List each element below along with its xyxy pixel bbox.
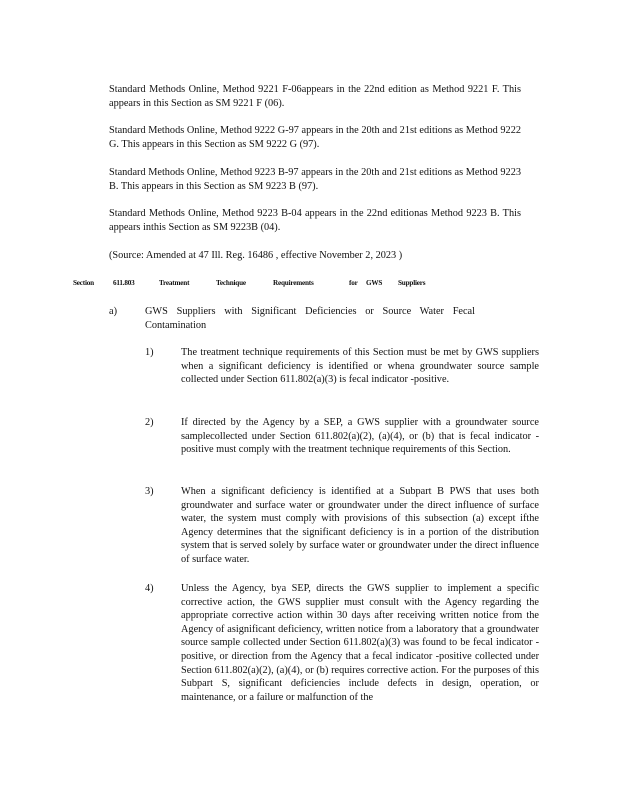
section-title-word: Technique [216,279,246,287]
section-label: Section [73,279,94,287]
section-title-word: Requirements [273,279,314,287]
subsection-label: a) [109,306,117,317]
item-text: Unless the Agency, bya SEP, directs the GWS supplier to implement a specific corrective action, the GWS supplier must consult with the Agency regarding the appropriate corrective action within 30 days after receiving written notice from the Agency of asignificant deficiency, written notice from a laboratory that a groundwater source sample collected under Section 611.802(a)(3) was found to be fecal indicator -positive, or direction from the Agency that a fecal indicator -positive collected under Section 611.802(a)(2), (a)(4), or (b) requires corrective action. For the purposes of this Subpart S, significant deficiencies include defects in design, operation, or maintenance, or a failure or malfunction of the [181,583,539,703]
section-title-word: Suppliers [398,279,426,287]
item-text: The treatment technique requirements of this Section must be met by GWS suppliers when a significant deficiency is identified or whena groundwater source sample collected under Section 611.802(a)(3) is fecal indicator -positive. [181,347,539,386]
section-title-word: for [349,279,358,287]
reference-paragraph: Standard Methods Online, Method 9223 B-97 appears in the 20th and 21st editions as Method 9223 B. This appears in this Section as SM 9223 B (97). [109,167,521,192]
item-text: When a significant deficiency is identified at a Subpart B PWS that uses both groundwater and surface water or groundwater under the direct influence of surface water, the system must comply with provisions of this subsection (a) except ifthe Agency determines that the significant deficiency is in a portion of the distribution system that is served solely by surface water or groundwater under the direct influence of surface water. [181,486,539,565]
section-title-word: GWS [366,279,383,287]
item-label: 4) [145,583,154,594]
item-label: 1) [145,347,154,358]
source-note: (Source: Amended at 47 Ill. Reg. 16486 , effective November 2, 2023 ) [109,250,403,261]
subsection-title: GWS Suppliers with Significant Deficiencies or Source Water Fecal Contamination [145,306,475,331]
item-text: If directed by the Agency by a SEP, a GWS supplier with a groundwater source samplecollected under Section 611.802(a)(2), (a)(4), or (b) that is fecal indicator -positive must comply with the treatment technique requirements of this Section. [181,417,539,456]
section-number: 611.803 [113,279,135,287]
reference-paragraph: Standard Methods Online, Method 9221 F-06appears in the 22nd edition as Method 9221 F. This appears in this Section as SM 9221 F (06). [109,84,521,109]
item-label: 2) [145,417,154,428]
item-label: 3) [145,486,154,497]
reference-paragraph: Standard Methods Online, Method 9223 B-04 appears in the 22nd editionas Method 9223 B. This appears inthis Section as SM 9223B (04). [109,208,521,233]
section-heading [73,279,453,291]
section-title-word: Treatment [159,279,190,287]
reference-paragraph: Standard Methods Online, Method 9222 G-97 appears in the 20th and 21st editions as Method 9222 G. This appears in this Section as SM 9222 G (97). [109,125,521,150]
